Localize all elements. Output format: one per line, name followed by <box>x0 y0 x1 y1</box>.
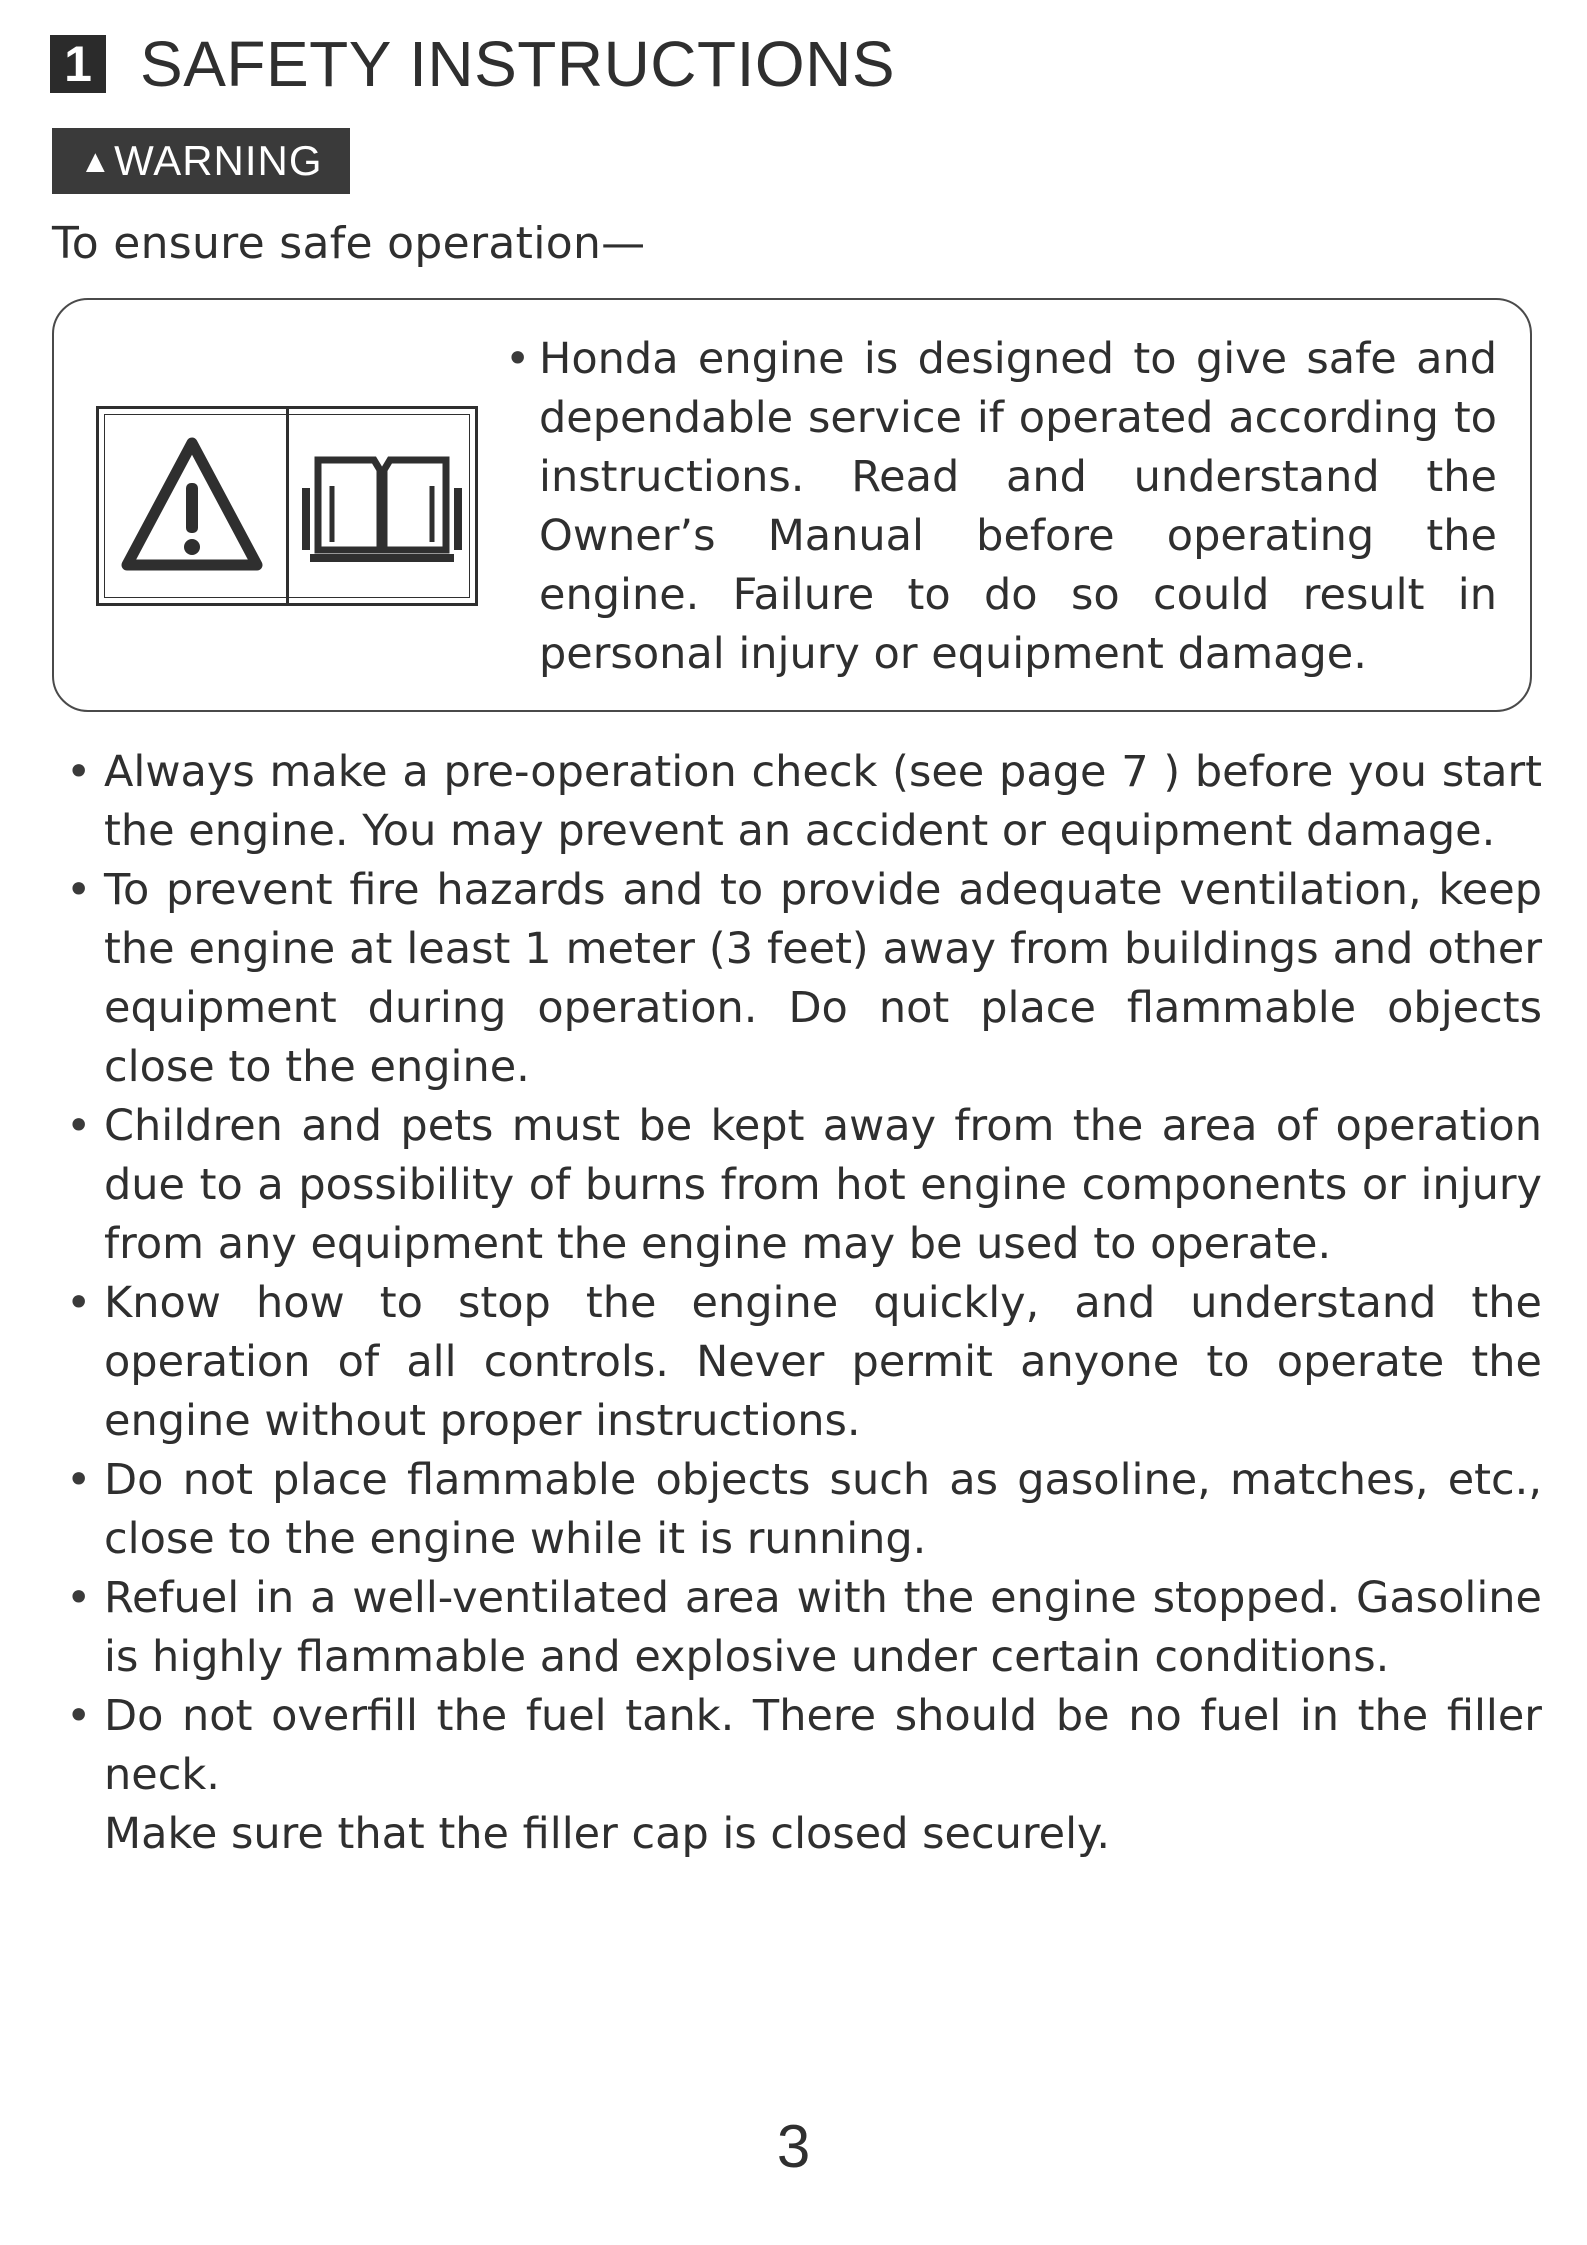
warning-triangle-small-icon: ▲ <box>79 142 113 179</box>
list-item-text: Do not overfill the fuel tank. There should be no fuel in the filler neck. <box>104 1691 1542 1800</box>
list-item-text: Know how to stop the engine quickly, and understand the operation of all controls. Never permit anyone to operate the engine without proper instructions. <box>104 1278 1542 1446</box>
manual-book-icon <box>289 409 476 603</box>
intro-text: To ensure safe operation— <box>52 218 646 269</box>
list-item-extra-text: Make sure that the filler cap is closed securely. <box>104 1809 1111 1859</box>
safety-notice-text-block <box>497 330 1497 684</box>
list-item-text: Always make a pre-operation check (see page 7 ) before you start the engine. You may prevent an accident or equipment damage. <box>104 747 1542 856</box>
bullet-icon: • <box>66 1101 92 1151</box>
list-item <box>62 743 1542 861</box>
list-item-text: Do not place flammable objects such as gasoline, matches, etc., close to the engine while it is running. <box>104 1455 1542 1564</box>
safety-notice-box <box>52 298 1532 712</box>
bullet-icon: • <box>66 1455 92 1505</box>
safety-instruction-list <box>62 743 1542 1864</box>
list-item <box>62 861 1542 1097</box>
section-number-badge: 1 <box>50 35 106 93</box>
bullet-icon: • <box>505 334 531 384</box>
list-item <box>62 1569 1542 1687</box>
list-item <box>62 1687 1542 1864</box>
list-item <box>62 1451 1542 1569</box>
list-item <box>62 1274 1542 1451</box>
page-title: SAFETY INSTRUCTIONS <box>140 28 896 100</box>
bullet-icon: • <box>66 1691 92 1741</box>
list-item-text: Children and pets must be kept away from the area of operation due to a possibility of burns from hot engine components or injury from any equipment the engine may be used to operate. <box>104 1101 1542 1269</box>
warning-label <box>52 128 350 194</box>
bullet-icon: • <box>66 865 92 915</box>
bullet-icon: • <box>66 747 92 797</box>
bullet-icon: • <box>66 1573 92 1623</box>
list-item-text: To prevent fire hazards and to provide adequate ventilation, keep the engine at least 1 meter (3 feet) away from buildings and other equipment during operation. Do not place flammable objects close to the engine. <box>104 865 1542 1092</box>
warning-label-text: WARNING <box>114 137 323 184</box>
safety-notice-text: Honda engine is designed to give safe and dependable service if operated according to instructions. Read and understand the Owner’s Manual before operating the engine. Failure to do so could result in personal injury or equipment damage. <box>539 334 1497 679</box>
page-number: 3 <box>776 2113 811 2180</box>
list-item <box>62 1097 1542 1274</box>
bullet-icon: • <box>66 1278 92 1328</box>
warning-triangle-icon <box>99 409 289 603</box>
section-header <box>50 28 896 100</box>
safety-symbols-panel <box>96 406 478 606</box>
list-item-text: Refuel in a well-ventilated area with the engine stopped. Gasoline is highly flammable and explosive under certain conditions. <box>104 1573 1542 1682</box>
